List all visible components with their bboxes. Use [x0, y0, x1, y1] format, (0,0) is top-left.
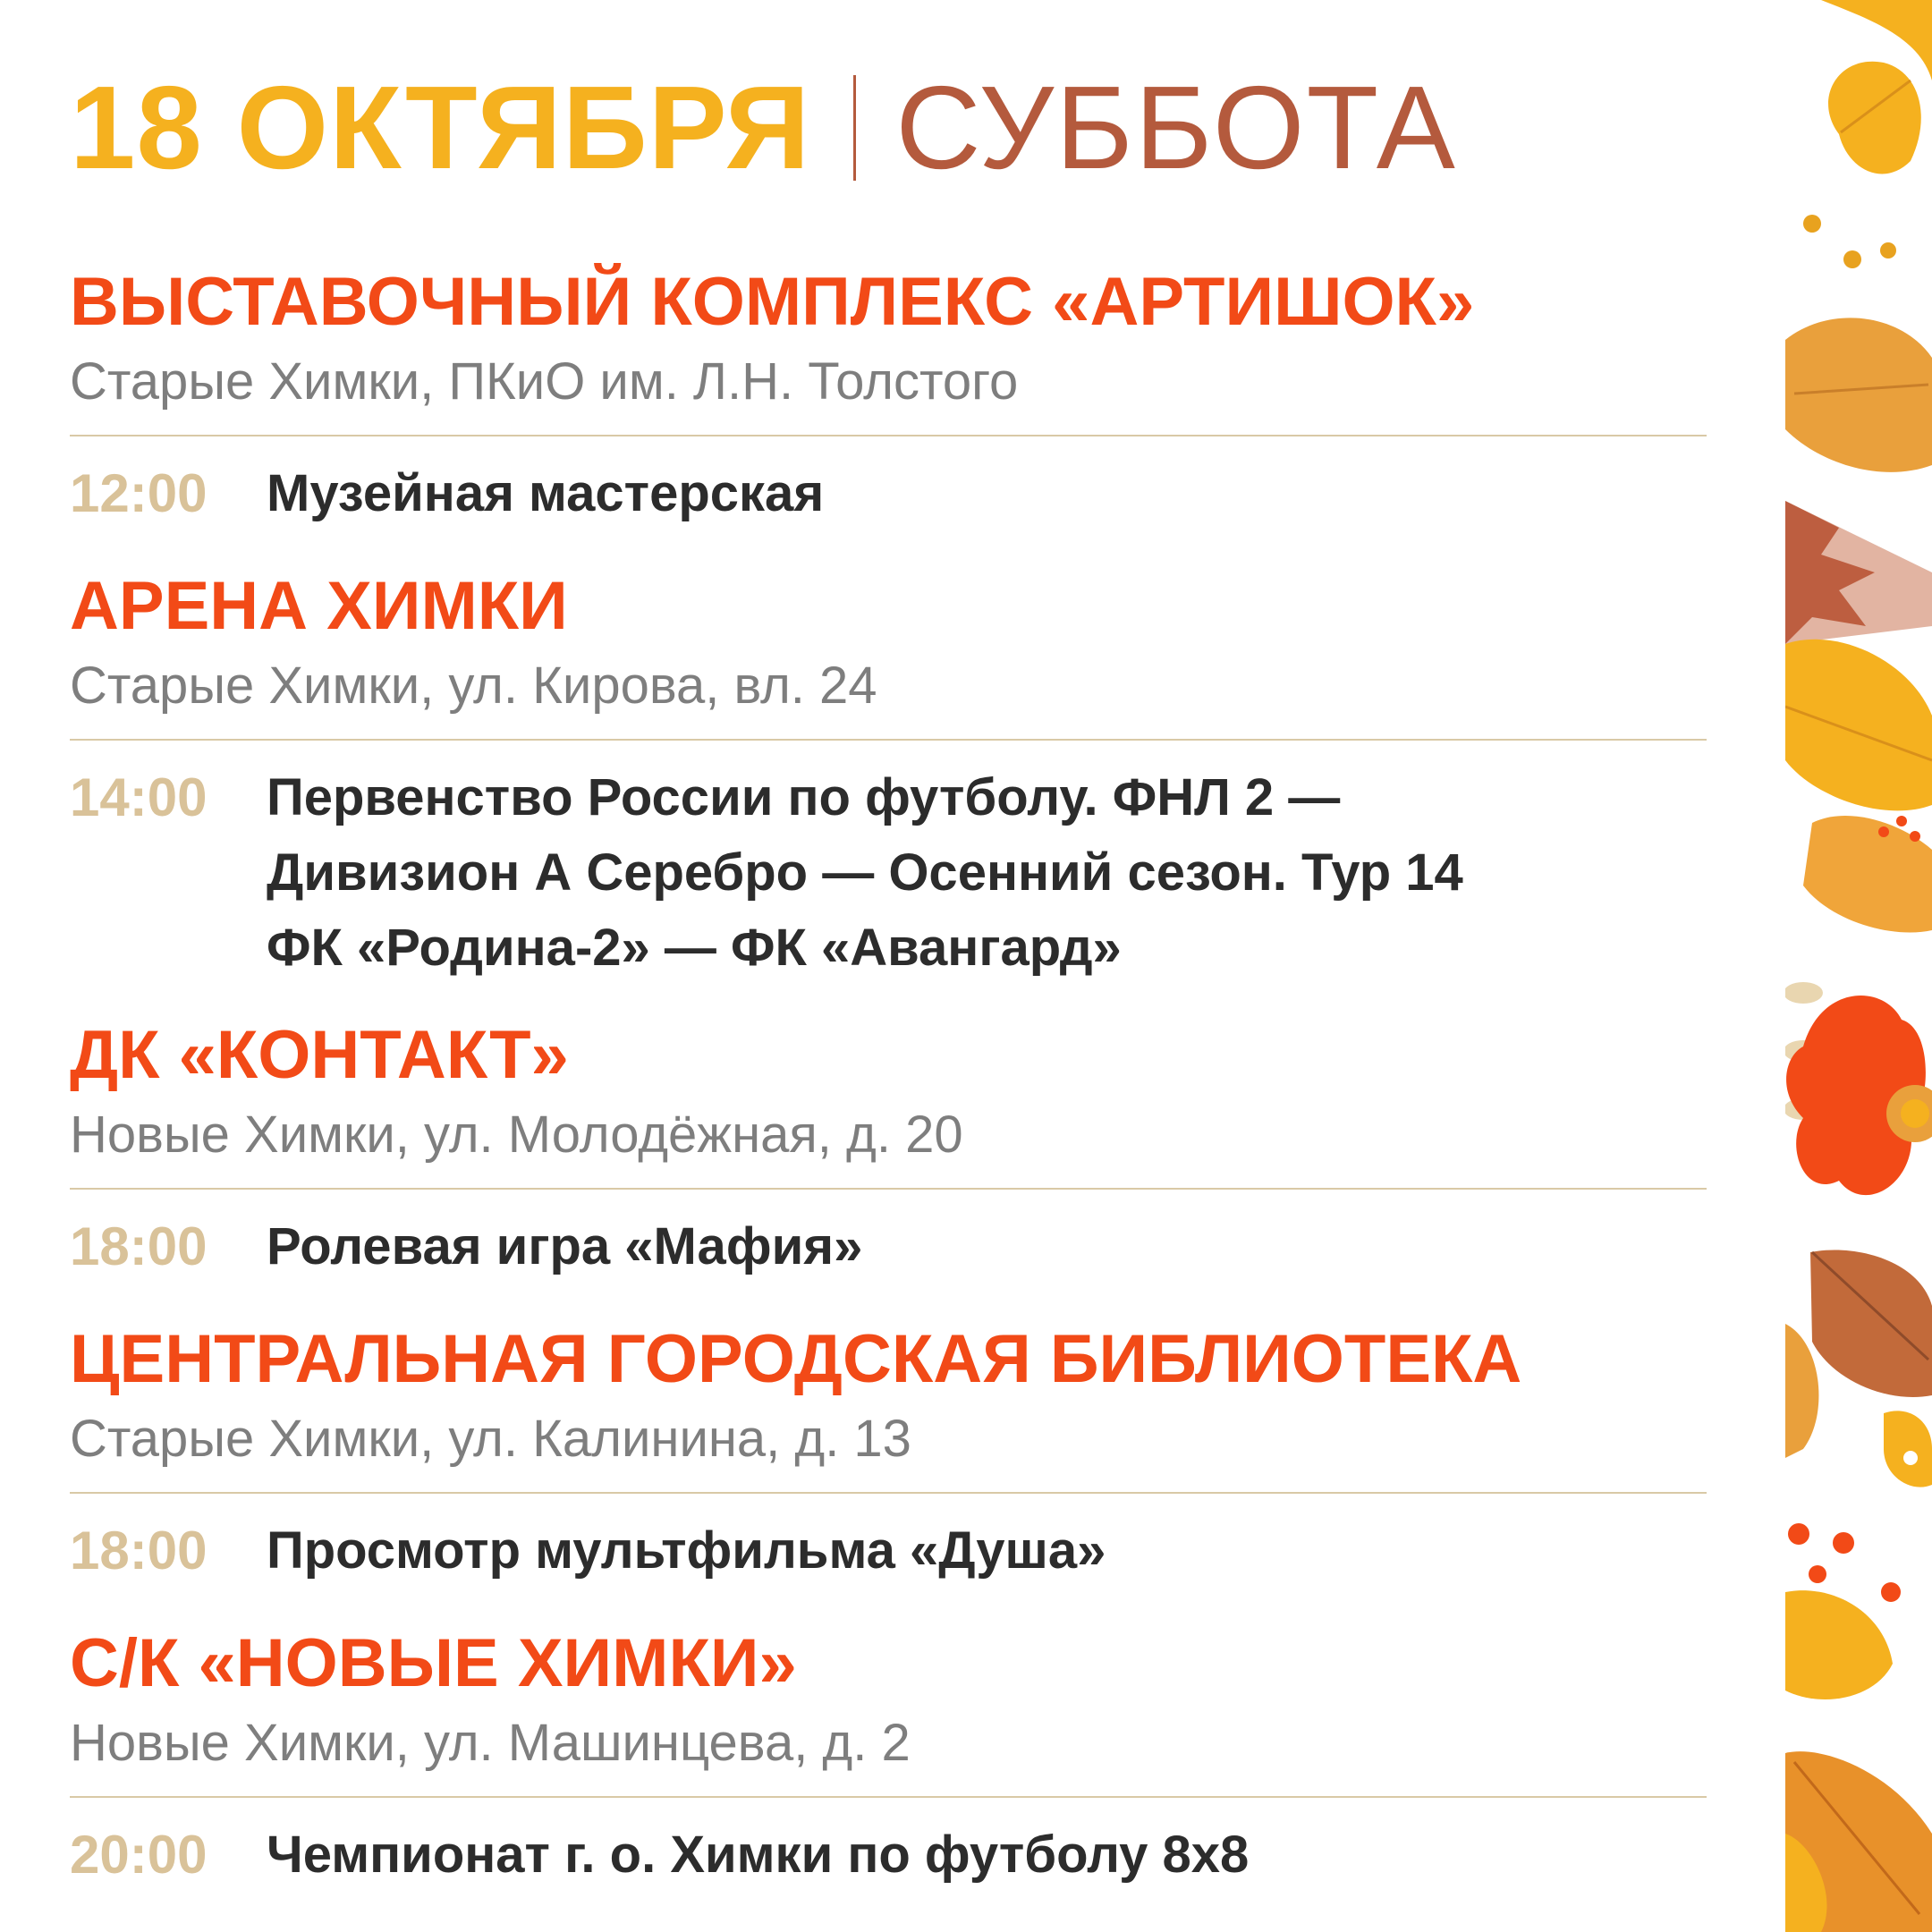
venue-address: Старые Химки, ул. Кирова, вл. 24: [70, 657, 877, 715]
berries-icon: [1785, 1523, 1901, 1699]
event-row: [70, 760, 1707, 986]
venue-block: [70, 1321, 1707, 1589]
flower-icon: [1786, 996, 1932, 1195]
event-time: 18:00: [70, 1521, 208, 1580]
event-row: [70, 1513, 1707, 1589]
event-title: [267, 1818, 1249, 1893]
maple-leaf-icon: [1785, 501, 1932, 644]
event-time: 18:00: [70, 1216, 208, 1276]
venue-divider: [70, 1188, 1707, 1190]
venue-divider: [70, 739, 1707, 741]
venue-name: С/К «НОВЫЕ ХИМКИ»: [70, 1625, 797, 1701]
venue-address: Старые Химки, ул. Калинина, д. 13: [70, 1410, 911, 1468]
date-title: 18 ОКТЯБРЯ: [70, 62, 811, 193]
venue-block: [70, 1625, 1707, 1893]
event-title: [267, 1513, 1106, 1589]
leaf-icon: [1785, 640, 1932, 933]
event-title-line: Первенство России по футболу. ФНЛ 2 —: [267, 768, 1341, 826]
venue-address: Новые Химки, ул. Молодёжная, д. 20: [70, 1106, 963, 1164]
leaf-icon: [1785, 318, 1932, 472]
leaf-icon: [1803, 0, 1932, 268]
leaf-icon: [1884, 1411, 1932, 1487]
weekday-title: СУББОТА: [895, 62, 1457, 193]
venue-name: ЦЕНТРАЛЬНАЯ ГОРОДСКАЯ БИБЛИОТЕКА: [70, 1321, 1522, 1397]
event-row: [70, 1209, 1707, 1284]
event-title-line: Ролевая игра «Мафия»: [267, 1217, 863, 1275]
venue-divider: [70, 435, 1707, 436]
venue-divider: [70, 1796, 1707, 1798]
event-title: [267, 760, 1463, 986]
event-title-line: Чемпионат г. о. Химки по футболу 8х8: [267, 1826, 1250, 1884]
autumn-leaves-decoration: [1785, 0, 1932, 1932]
event-time: 20:00: [70, 1825, 208, 1885]
venue-block: [70, 1017, 1707, 1284]
event-time: 14:00: [70, 767, 208, 827]
event-title: [267, 1209, 862, 1284]
leaf-icon: [1785, 1751, 1932, 1932]
event-title-line: Просмотр мультфильма «Душа»: [267, 1521, 1106, 1580]
venue-address: Новые Химки, ул. Машинцева, д. 2: [70, 1714, 911, 1772]
event-title-line: Дивизион А Серебро — Осенний сезон. Тур 14: [267, 843, 1463, 902]
event-time: 12:00: [70, 463, 208, 523]
venue-name: АРЕНА ХИМКИ: [70, 568, 568, 644]
event-title-line: ФК «Родина-2» — ФК «Авангард»: [267, 919, 1122, 977]
venue-block: [70, 568, 1707, 986]
venue-address: Старые Химки, ПКиО им. Л.Н. Толстого: [70, 352, 1019, 411]
venue-block: [70, 264, 1707, 531]
event-row: [70, 1818, 1707, 1893]
event-title: [267, 456, 824, 531]
event-row: [70, 456, 1707, 531]
venue-name: ДК «КОНТАКТ»: [70, 1017, 569, 1093]
page-header: [70, 62, 1457, 193]
header-divider: [853, 75, 856, 181]
venue-name: ВЫСТАВОЧНЫЙ КОМПЛЕКС «АРТИШОК»: [70, 264, 1475, 340]
event-title-line: Музейная мастерская: [267, 464, 825, 522]
venue-divider: [70, 1492, 1707, 1494]
